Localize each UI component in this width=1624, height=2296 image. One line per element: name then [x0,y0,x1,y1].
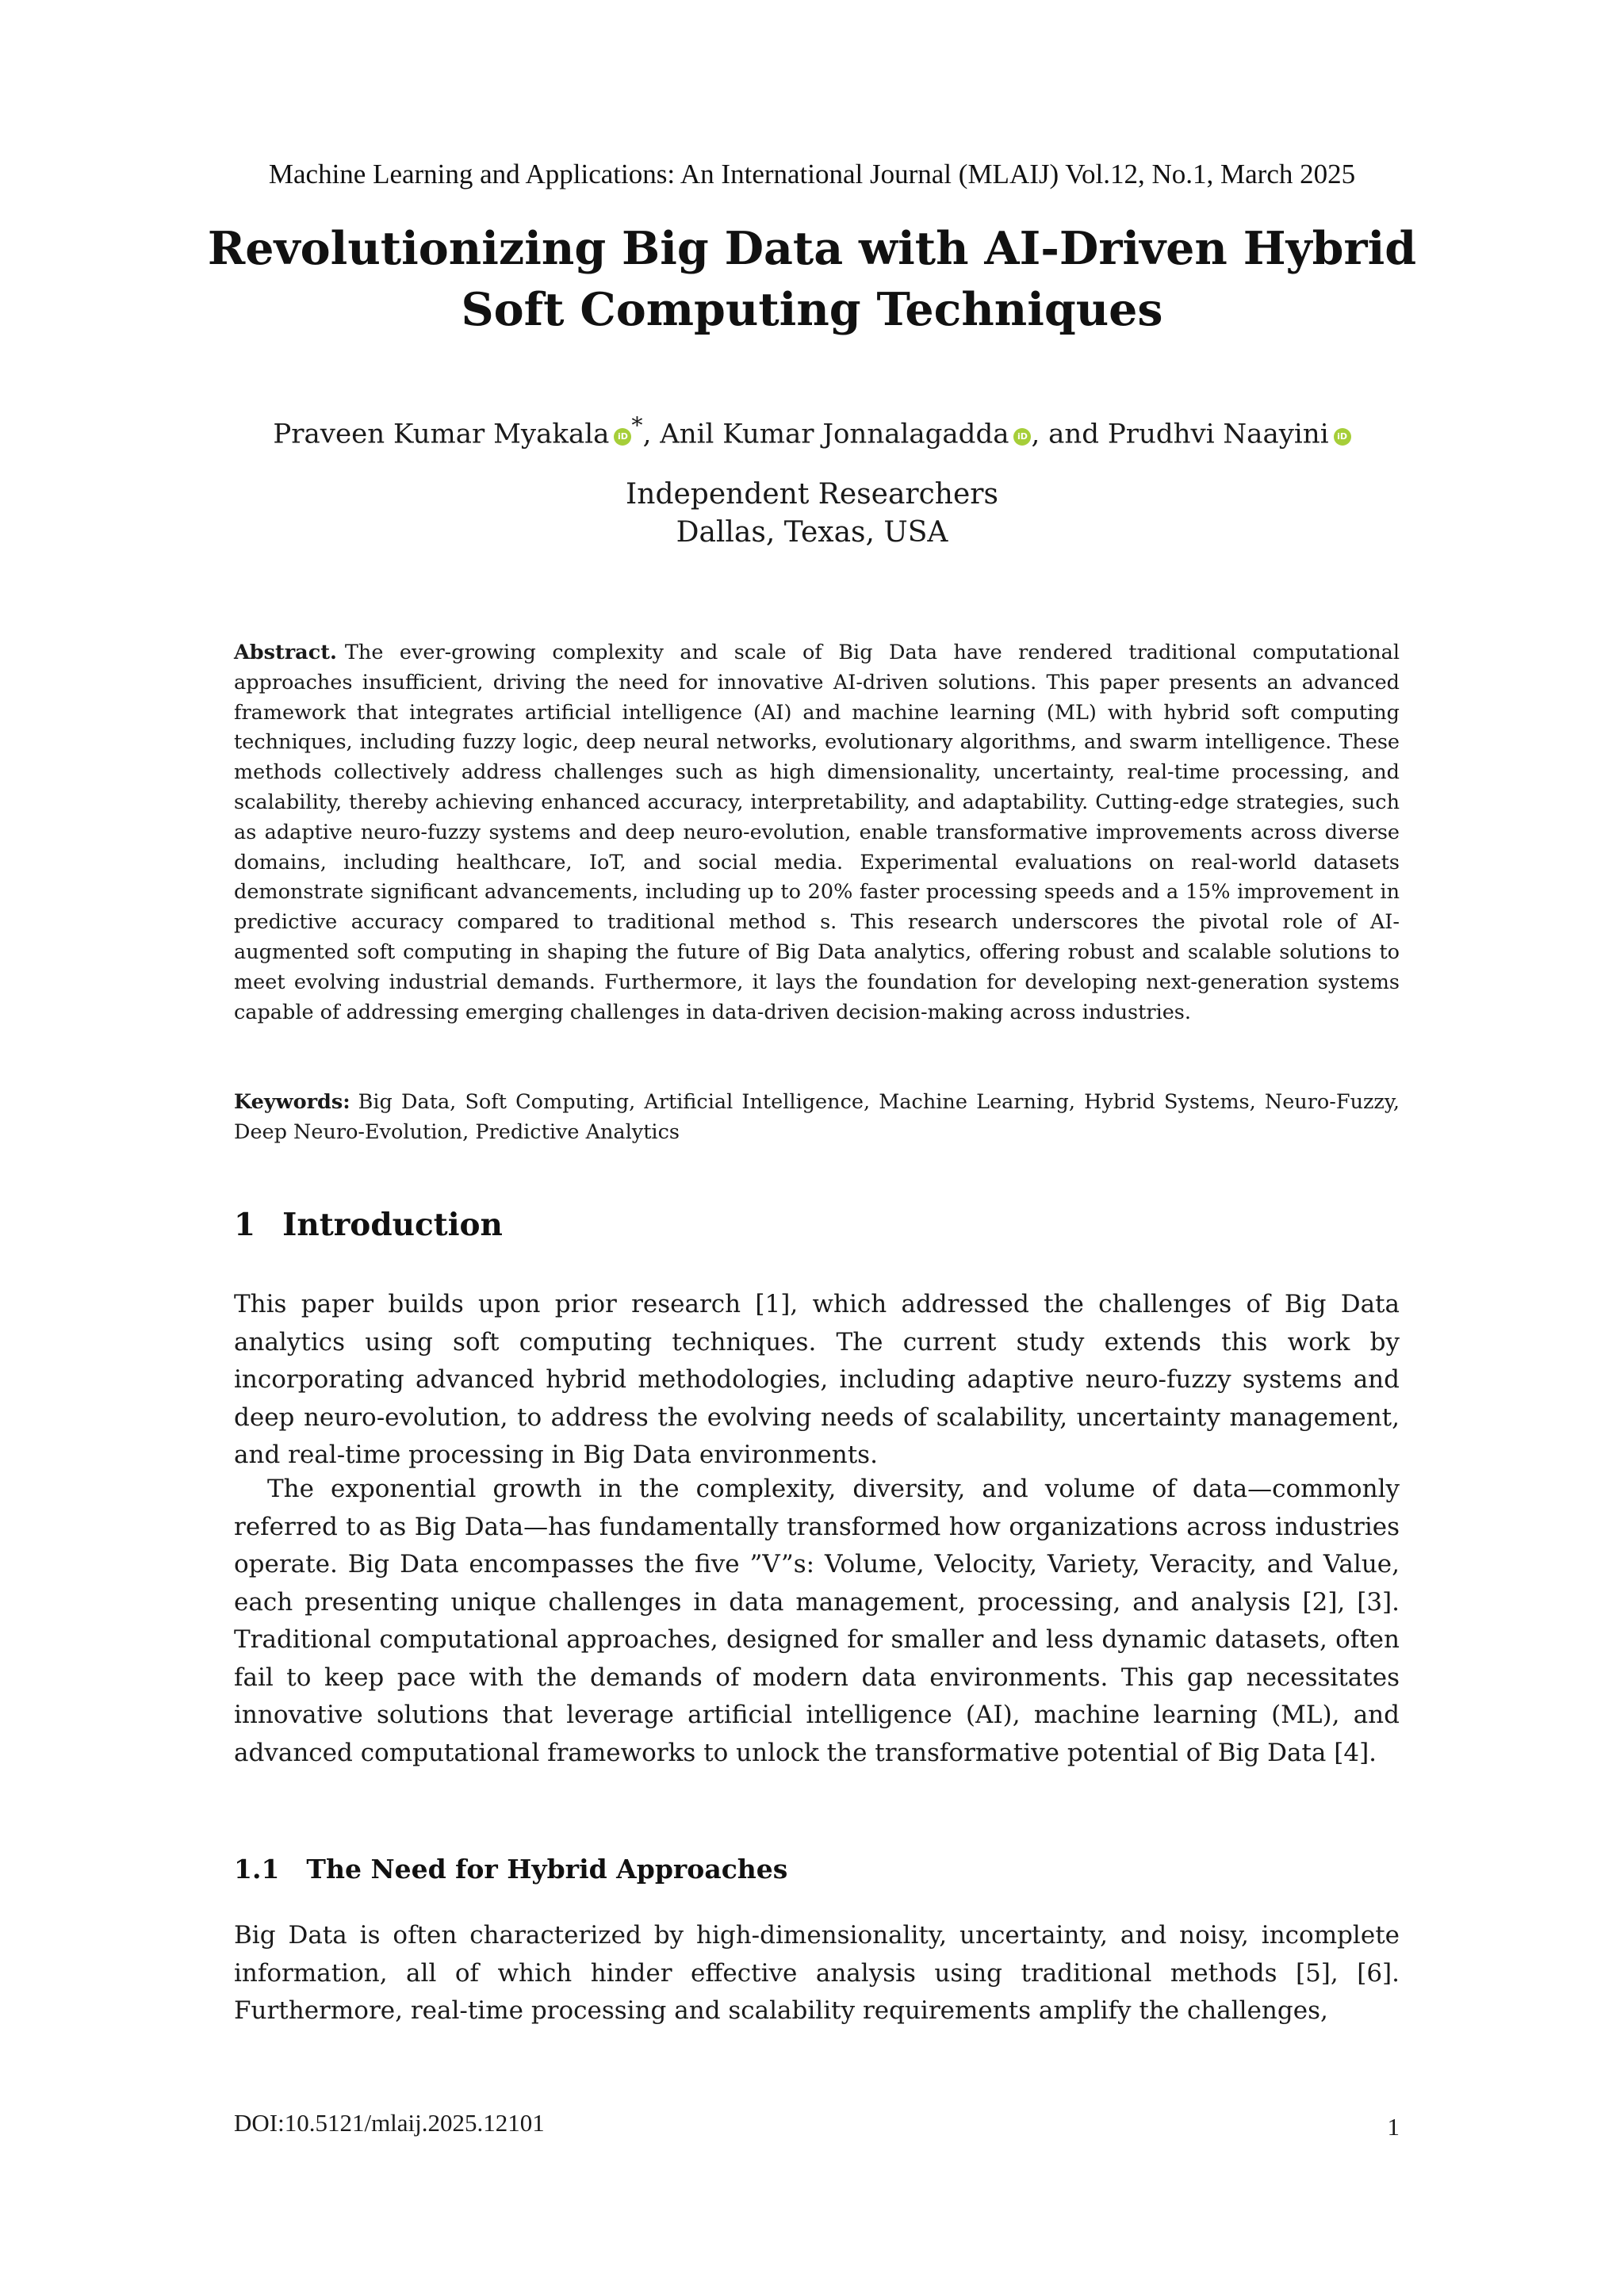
title-line-2: Soft Computing Techniques [461,283,1163,336]
body-paragraph: This paper builds upon prior research [1], which addressed the challenges of Big Data analytics using soft computing techniques. The current study extends this work by incorporating advanced hybrid methodologies, including adaptive neuro-fuzzy systems and deep neuro-evolution, to address the evolving needs of scalability, uncertainty management, and real-time processing in Big Data environments. [234,1290,1400,1469]
author-name: Praveen Kumar Myakala [273,418,610,450]
body-paragraph: Big Data is often characterized by high-dimensionality, uncertainty, and noisy, incomplete information, all of which hinder effective analysis using traditional methods [5], [6]. Furthermore, real-time processing and scalability requirements amplify the challenges, [234,1921,1400,2025]
paragraph-text: The exponential growth in the complexity, diversity, and volume of data—commonly referred to as Big Data—has fundamentally transformed how organizations across industries operate. Big Data encompasses the five ”V”s: Volume, Velocity, Variety, Veracity, and Value, each presenting unique challenges in data management, processing, and analysis [2], [3]. Traditional computational approaches, designed for smaller and less dynamic datasets, often fail to keep pace with the demands of modern data environments. This gap necessitates innovative solutions that leverage artificial intelligence (AI), machine learning (ML), and advanced computational frameworks to unlock the transformative potential of Big Data [4]. [234,1475,1400,1767]
section-heading [234,1207,503,1243]
author-separator: , [642,418,661,450]
title-line-1: Revolutionizing Big Data with AI-Driven Hybrid [207,222,1417,275]
orcid-icon[interactable]: iD [1013,428,1031,446]
author-name: Prudhvi Naayini [1107,418,1329,450]
page-number: 1 [1387,2113,1400,2141]
subsection-number: 1.1 [234,1854,280,1885]
affiliation [0,476,1624,552]
corresponding-author-mark: * [631,412,643,438]
orcid-icon[interactable]: iD [1334,428,1351,446]
running-head: Machine Learning and Applications: An International Journal (MLAIJ) Vol.12, No.1, March 2025 [268,159,1356,189]
affiliation-line-1: Independent Researchers [626,478,998,511]
section-title: Introduction [282,1207,503,1243]
subsection-title: The Need for Hybrid Approaches [306,1854,788,1885]
abstract-text: The ever-growing complexity and scale of Big Data have rendered traditional computational approaches insufficient, driving the need for innovative AI-driven solutions. This paper presents an advanced framework that integrates artificial intelligence (AI) and machine learning (ML) with hybrid soft computing techniques, including fuzzy logic, deep neural networks, evolutionary algorithms, and swarm intelligence. These methods collectively address challenges such as high dimensionality, uncertainty, real-time processing, and scalability, thereby achieving enhanced accuracy, interpretability, and adaptability. Cutting-edge strategies, such as adaptive neuro-fuzzy systems and deep neuro-evolution, enable transformative improvements across diverse domains, including healthcare, IoT, and social media. Experimental evaluations on real-world datasets demonstrate significant advancements, including up to 20% faster processing speeds and a 15% improvement in predictive accuracy compared to traditional method s. This research underscores the pivotal role of AI-augmented soft computing in shaping the future of Big Data analytics, offering robust and scalable solutions to meet evolving industrial demands. Furthermore, it lays the foundation for developing next-generation systems capable of addressing emerging challenges in data-driven decision-making across industries. [234,641,1400,1024]
subsection-heading [234,1854,787,1885]
keywords-text: Big Data, Soft Computing, Artificial Intelligence, Machine Learning, Hybrid Systems, Neuro-Fuzzy, Deep Neuro-Evolution, Predictive Analytics [234,1090,1400,1144]
body-paragraph [234,1471,1400,1772]
section-number: 1 [234,1207,256,1243]
doi-footer: DOI:10.5121/mlaij.2025.12101 [234,2109,545,2137]
abstract [234,638,1400,1027]
orcid-icon[interactable]: iD [614,428,631,446]
abstract-label: Abstract. [234,641,337,664]
keywords [234,1088,1400,1148]
author-separator: , and [1031,418,1108,450]
affiliation-line-2: Dallas, Texas, USA [676,516,948,549]
paper-title [159,218,1465,340]
author-list [0,412,1624,450]
keywords-label: Keywords: [234,1090,350,1114]
author-name: Anil Kumar Jonnalagadda [660,418,1009,450]
